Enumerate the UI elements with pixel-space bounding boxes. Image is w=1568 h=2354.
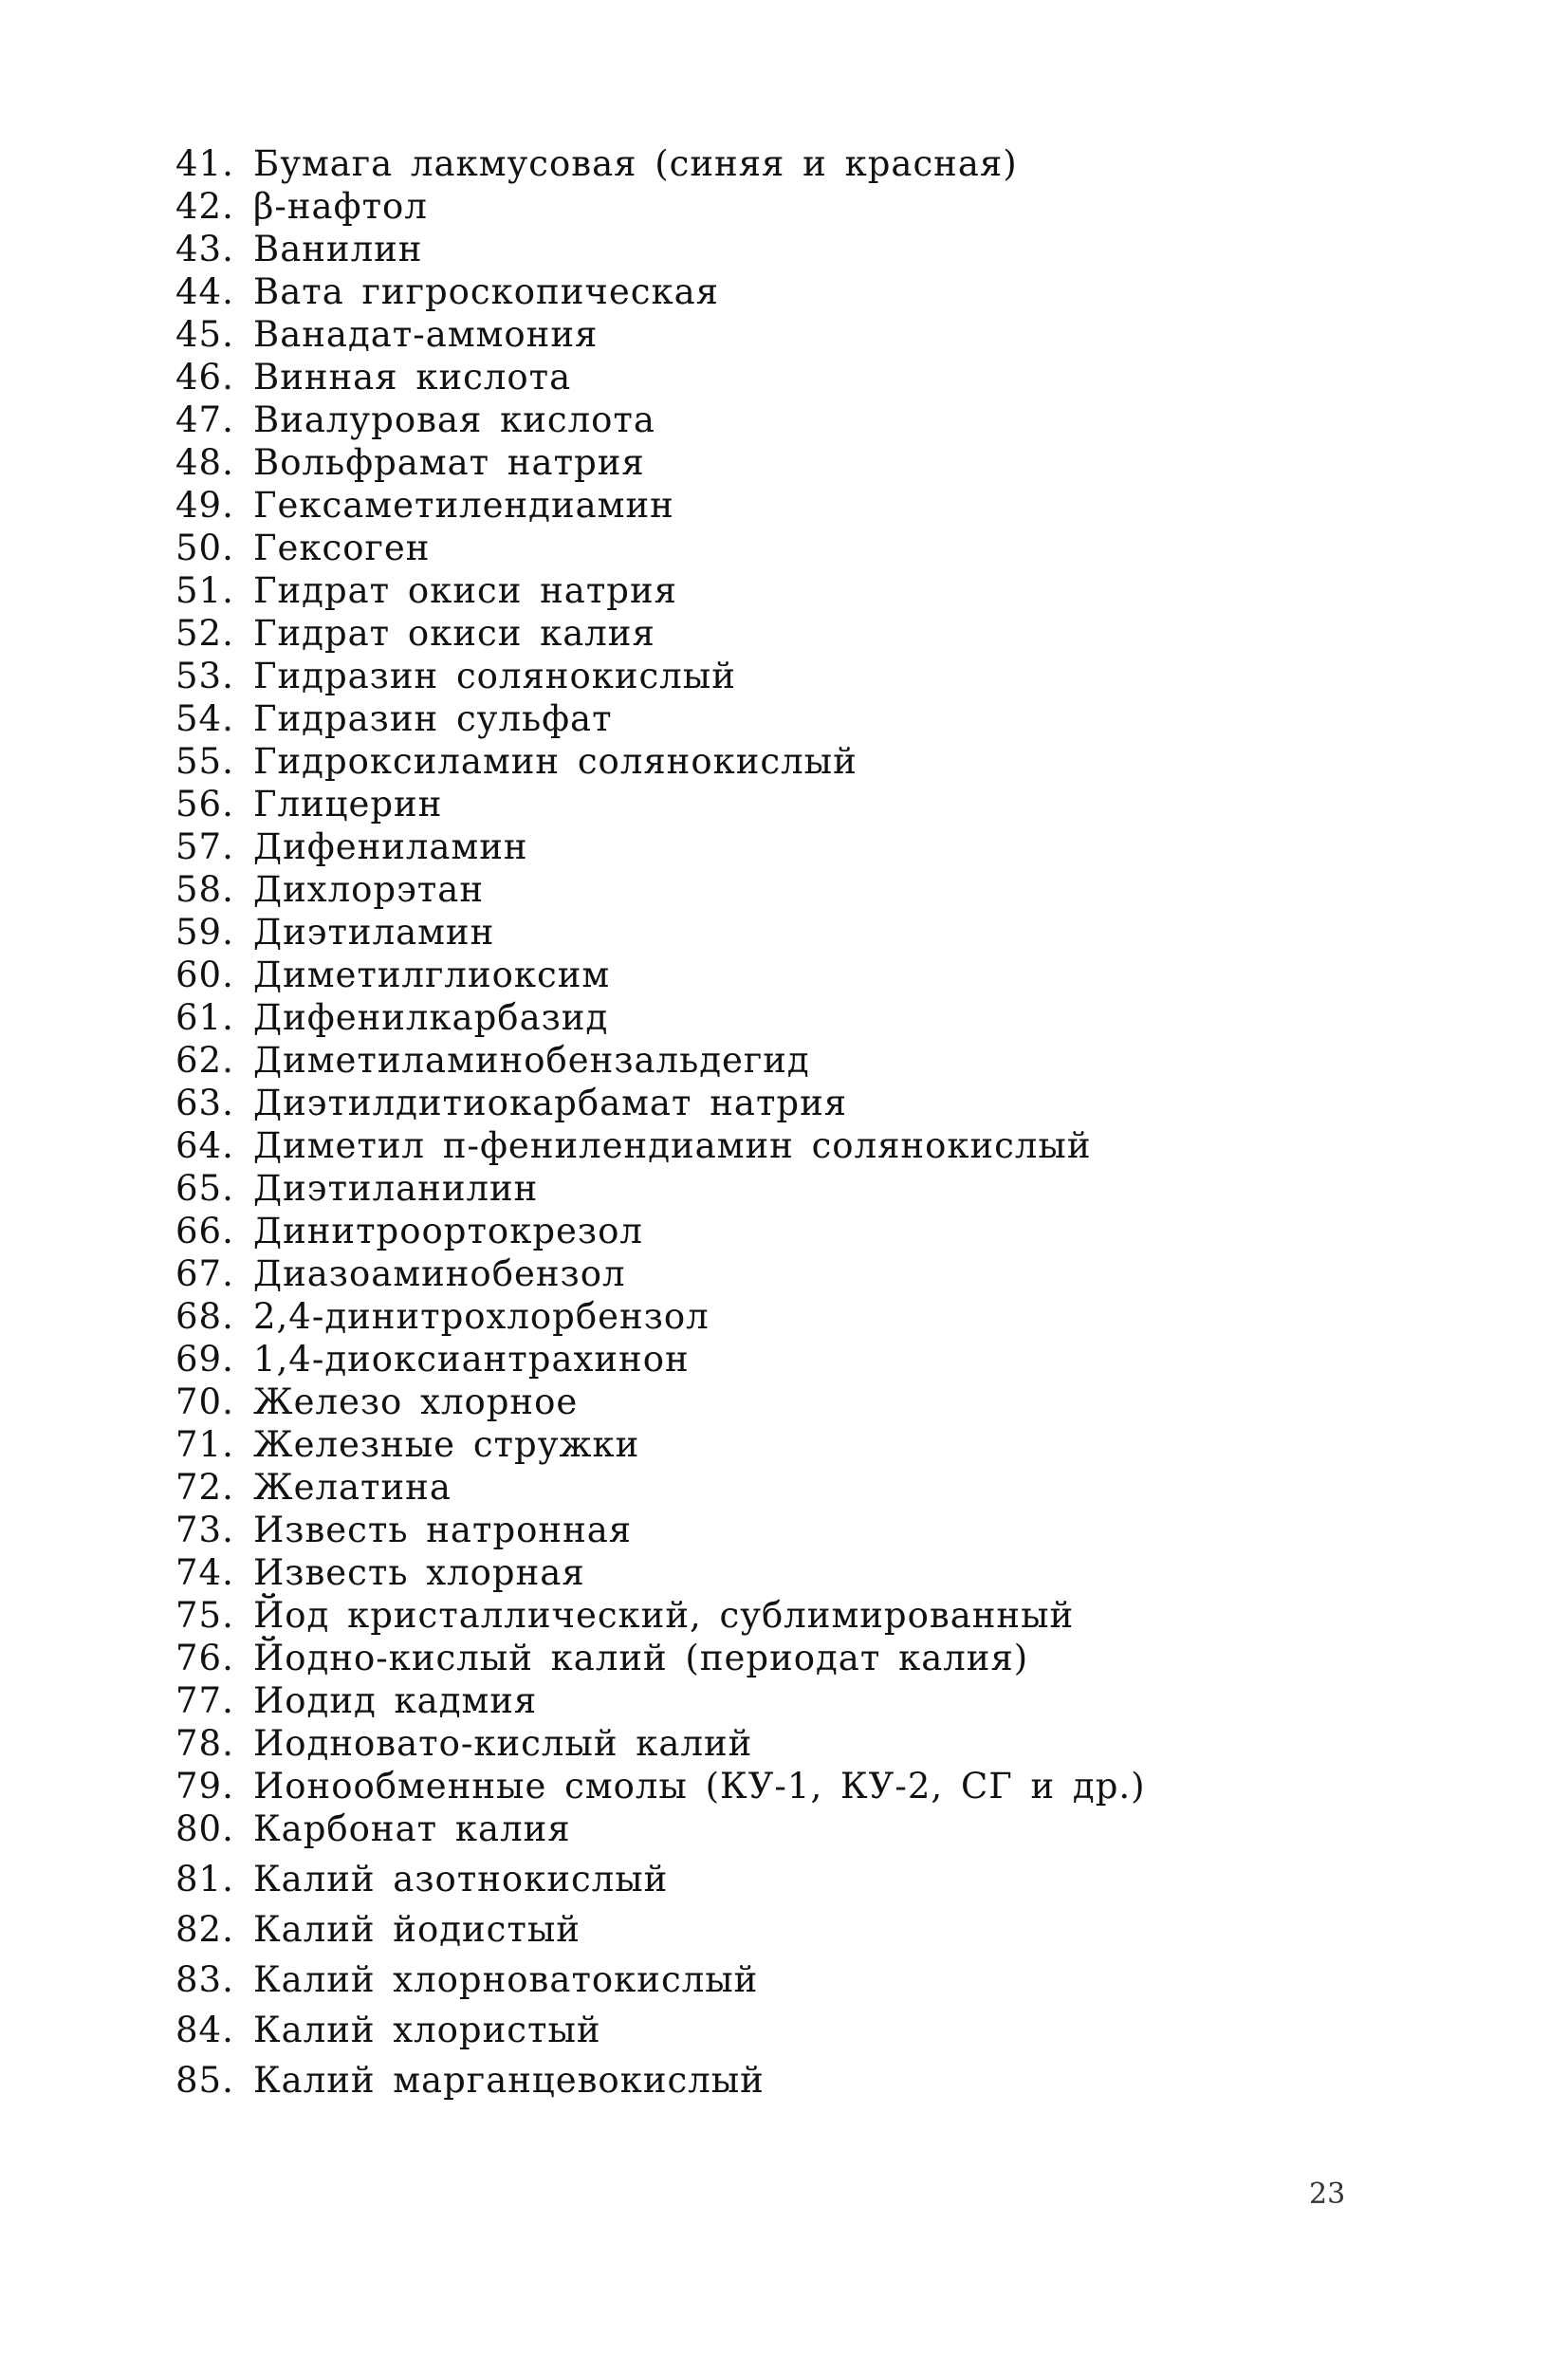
item-number: 54. bbox=[175, 698, 234, 739]
list-item bbox=[175, 996, 1409, 1039]
list-item bbox=[175, 228, 1409, 270]
item-number: 65. bbox=[175, 1168, 234, 1209]
list-item bbox=[175, 1210, 1409, 1252]
list-item bbox=[175, 612, 1409, 655]
item-number: 68. bbox=[175, 1296, 234, 1337]
item-number: 59. bbox=[175, 912, 234, 953]
item-number: 43. bbox=[175, 229, 234, 269]
list-item bbox=[175, 1551, 1409, 1594]
item-number: 47. bbox=[175, 399, 234, 440]
list-item bbox=[175, 1466, 1409, 1509]
item-number: 78. bbox=[175, 1723, 234, 1764]
list-item bbox=[175, 356, 1409, 399]
item-number: 77. bbox=[175, 1680, 234, 1721]
item-text: Гидрат окиси калия bbox=[253, 613, 655, 654]
item-number: 72. bbox=[175, 1467, 234, 1508]
item-text: Вольфрамат натрия bbox=[253, 442, 645, 483]
item-number: 41. bbox=[175, 143, 234, 184]
item-text: Гидрат окиси натрия bbox=[253, 570, 677, 611]
item-text: Гидразин солянокислый bbox=[253, 656, 736, 696]
item-text: Диэтиланилин bbox=[253, 1168, 539, 1209]
item-number: 62. bbox=[175, 1040, 234, 1081]
item-number: 53. bbox=[175, 656, 234, 696]
list-item bbox=[175, 1904, 1409, 1955]
item-number: 45. bbox=[175, 314, 234, 355]
item-text: Гидразин сульфат bbox=[253, 698, 613, 739]
list-item bbox=[175, 399, 1409, 441]
list-item bbox=[175, 2005, 1409, 2055]
item-number: 82. bbox=[175, 1909, 234, 1950]
list-item bbox=[175, 1765, 1409, 1807]
list-item bbox=[175, 1679, 1409, 1722]
item-number: 46. bbox=[175, 357, 234, 398]
item-text: Диэтилдитиокарбамат натрия bbox=[253, 1083, 848, 1123]
list-item bbox=[175, 569, 1409, 612]
item-number: 42. bbox=[175, 186, 234, 227]
item-text: Диметилглиоксим bbox=[253, 955, 611, 995]
item-text: Ванадат-аммония bbox=[253, 314, 599, 355]
item-number: 64. bbox=[175, 1125, 234, 1166]
item-number: 79. bbox=[175, 1766, 234, 1807]
list-item bbox=[175, 1955, 1409, 2005]
item-text: Йод кристаллический, сублимированный bbox=[253, 1595, 1075, 1636]
item-number: 61. bbox=[175, 997, 234, 1038]
item-number: 50. bbox=[175, 528, 234, 568]
item-text: 1,4-диоксиантрахинон bbox=[253, 1339, 690, 1380]
list-item bbox=[175, 1854, 1409, 1904]
item-text: Винная кислота bbox=[253, 357, 572, 398]
item-number: 85. bbox=[175, 2060, 234, 2101]
list-item bbox=[175, 655, 1409, 697]
list-item bbox=[175, 1167, 1409, 1210]
item-number: 71. bbox=[175, 1424, 234, 1465]
item-text: Диазоаминобензол bbox=[253, 1253, 626, 1294]
item-text: Калий хлористый bbox=[253, 2010, 601, 2050]
item-text: Ионообменные смолы (КУ-1, КУ-2, СГ и др.) bbox=[253, 1766, 1146, 1807]
list-item bbox=[175, 1722, 1409, 1765]
item-number: 60. bbox=[175, 955, 234, 995]
reagent-list bbox=[175, 142, 1409, 2105]
item-text: Желатина bbox=[253, 1467, 452, 1508]
item-number: 56. bbox=[175, 784, 234, 825]
item-number: 67. bbox=[175, 1253, 234, 1294]
item-text: Карбонат калия bbox=[253, 1808, 571, 1849]
item-text: Гексаметилендиамин bbox=[253, 485, 674, 526]
item-text: Дихлорэтан bbox=[253, 869, 484, 910]
item-text: Дифениламин bbox=[253, 826, 528, 867]
item-number: 74. bbox=[175, 1552, 234, 1593]
list-item bbox=[175, 1807, 1409, 1850]
list-item bbox=[175, 142, 1409, 185]
list-item bbox=[175, 1594, 1409, 1637]
list-item bbox=[175, 1381, 1409, 1423]
item-text: Йодно-кислый калий (периодат калия) bbox=[253, 1638, 1029, 1678]
list-item bbox=[175, 1338, 1409, 1381]
item-number: 51. bbox=[175, 570, 234, 611]
item-number: 76. bbox=[175, 1638, 234, 1678]
page-number: 23 bbox=[1309, 2178, 1346, 2211]
item-number: 84. bbox=[175, 2010, 234, 2050]
item-number: 55. bbox=[175, 741, 234, 782]
item-number: 70. bbox=[175, 1381, 234, 1422]
list-item bbox=[175, 270, 1409, 313]
item-text: 2,4-динитрохлорбензол bbox=[253, 1296, 710, 1337]
item-number: 80. bbox=[175, 1808, 234, 1849]
item-text: Гидроксиламин солянокислый bbox=[253, 741, 858, 782]
item-number: 44. bbox=[175, 271, 234, 312]
item-text: Калий хлорноватокислый bbox=[253, 1959, 759, 2000]
list-item bbox=[175, 2055, 1409, 2105]
item-text: Иодид кадмия bbox=[253, 1680, 538, 1721]
item-text: Виалуровая кислота bbox=[253, 399, 655, 440]
item-text: Диметил п-фенилендиамин солянокислый bbox=[253, 1125, 1092, 1166]
list-item bbox=[175, 527, 1409, 569]
item-text: Известь хлорная bbox=[253, 1552, 585, 1593]
list-item bbox=[175, 1124, 1409, 1167]
item-number: 58. bbox=[175, 869, 234, 910]
item-number: 73. bbox=[175, 1510, 234, 1550]
item-number: 75. bbox=[175, 1595, 234, 1636]
item-text: Ванилин bbox=[253, 229, 423, 269]
item-number: 66. bbox=[175, 1211, 234, 1251]
list-item bbox=[175, 313, 1409, 356]
list-item bbox=[175, 441, 1409, 484]
item-number: 69. bbox=[175, 1339, 234, 1380]
item-text: Вата гигроскопическая bbox=[253, 271, 719, 312]
item-text: Гексоген bbox=[253, 528, 431, 568]
item-text: Известь натронная bbox=[253, 1510, 633, 1550]
item-text: Железные стружки bbox=[253, 1424, 640, 1465]
item-number: 63. bbox=[175, 1083, 234, 1123]
list-item bbox=[175, 911, 1409, 954]
list-item bbox=[175, 825, 1409, 868]
item-number: 83. bbox=[175, 1959, 234, 2000]
list-item bbox=[175, 868, 1409, 911]
list-item bbox=[175, 1082, 1409, 1124]
list-item bbox=[175, 740, 1409, 783]
item-number: 48. bbox=[175, 442, 234, 483]
item-number: 57. bbox=[175, 826, 234, 867]
item-text: Диметиламинобензальдегид bbox=[253, 1040, 810, 1081]
item-text: Калий азотнокислый bbox=[253, 1859, 669, 1900]
list-item bbox=[175, 1637, 1409, 1679]
item-text: Глицерин bbox=[253, 784, 443, 825]
list-item bbox=[175, 697, 1409, 740]
item-text: Бумага лакмусовая (синяя и красная) bbox=[253, 143, 1018, 184]
item-number: 52. bbox=[175, 613, 234, 654]
list-item bbox=[175, 1039, 1409, 1082]
list-item bbox=[175, 484, 1409, 527]
item-text: Железо хлорное bbox=[253, 1381, 579, 1422]
item-text: Диэтиламин bbox=[253, 912, 495, 953]
list-item bbox=[175, 783, 1409, 825]
list-item bbox=[175, 1252, 1409, 1295]
item-number: 81. bbox=[175, 1859, 234, 1900]
list-item bbox=[175, 185, 1409, 228]
list-item bbox=[175, 1295, 1409, 1338]
item-text: β-нафтол bbox=[253, 186, 428, 227]
item-number: 49. bbox=[175, 485, 234, 526]
list-item bbox=[175, 1423, 1409, 1466]
item-text: Калий йодистый bbox=[253, 1909, 581, 1950]
list-item bbox=[175, 1509, 1409, 1551]
item-text: Дифенилкарбазид bbox=[253, 997, 609, 1038]
item-text: Иодновато-кислый калий bbox=[253, 1723, 753, 1764]
list-item bbox=[175, 954, 1409, 996]
item-text: Динитроортокрезол bbox=[253, 1211, 643, 1251]
item-text: Калий марганцевокислый bbox=[253, 2060, 765, 2101]
